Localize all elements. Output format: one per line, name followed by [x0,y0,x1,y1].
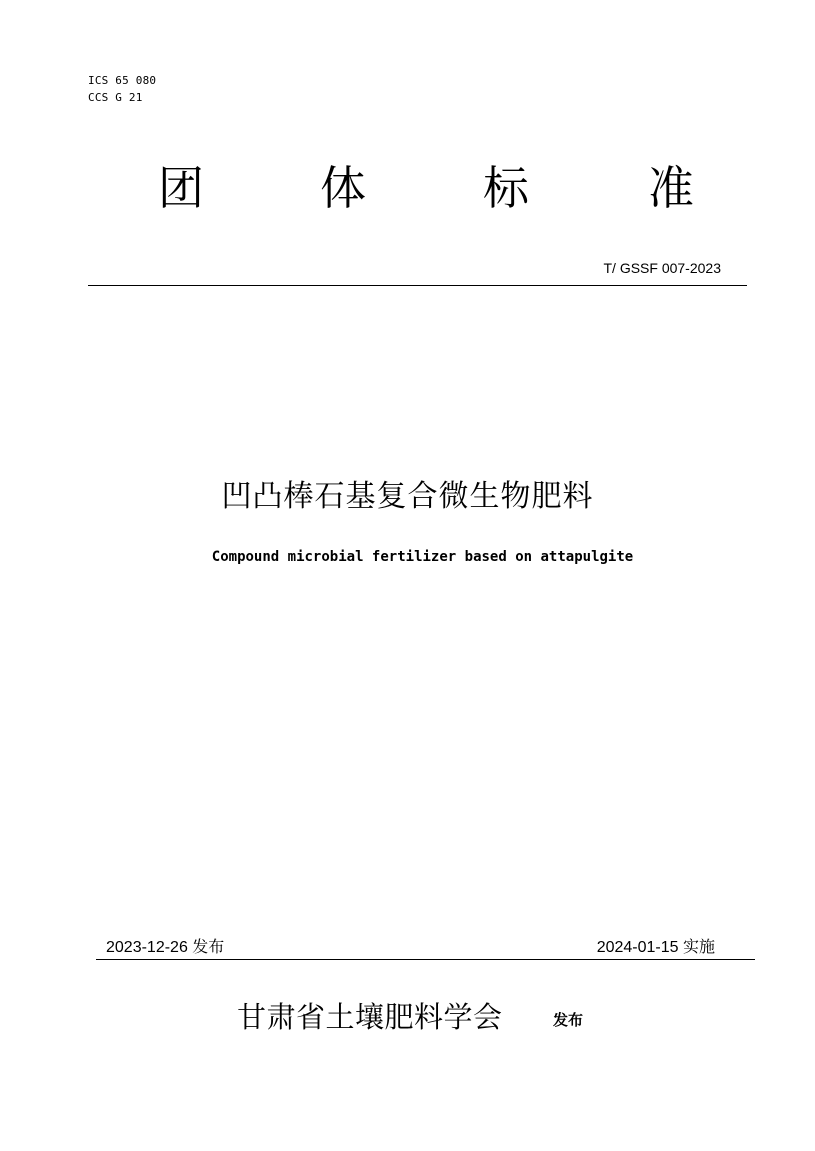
ccs-code: CCS G 21 [88,91,143,104]
ics-code: ICS 65 080 [88,74,157,87]
standard-number: T/ GSSF 007-2023 [603,260,721,276]
publish-date: 2023-12-26 发布 [106,939,225,956]
standard-type-char-2: 体 [320,161,366,215]
document-title-en: Compound microbial fertilizer based on attapulgite [211,549,634,565]
document-title-cn: 凹凸棒石基复合微生物肥料 [221,479,594,514]
publisher-suffix: 发布 [553,1011,584,1029]
footer-divider [96,959,755,960]
standard-type-char-4: 准 [648,161,694,215]
standard-type-char-3: 标 [483,161,529,215]
publisher-name: 甘肃省土壤肥料学会 [237,1000,503,1034]
implement-date: 2024-01-15 实施 [596,939,715,956]
standard-type-char-1: 团 [158,161,204,215]
header-divider [88,285,747,286]
